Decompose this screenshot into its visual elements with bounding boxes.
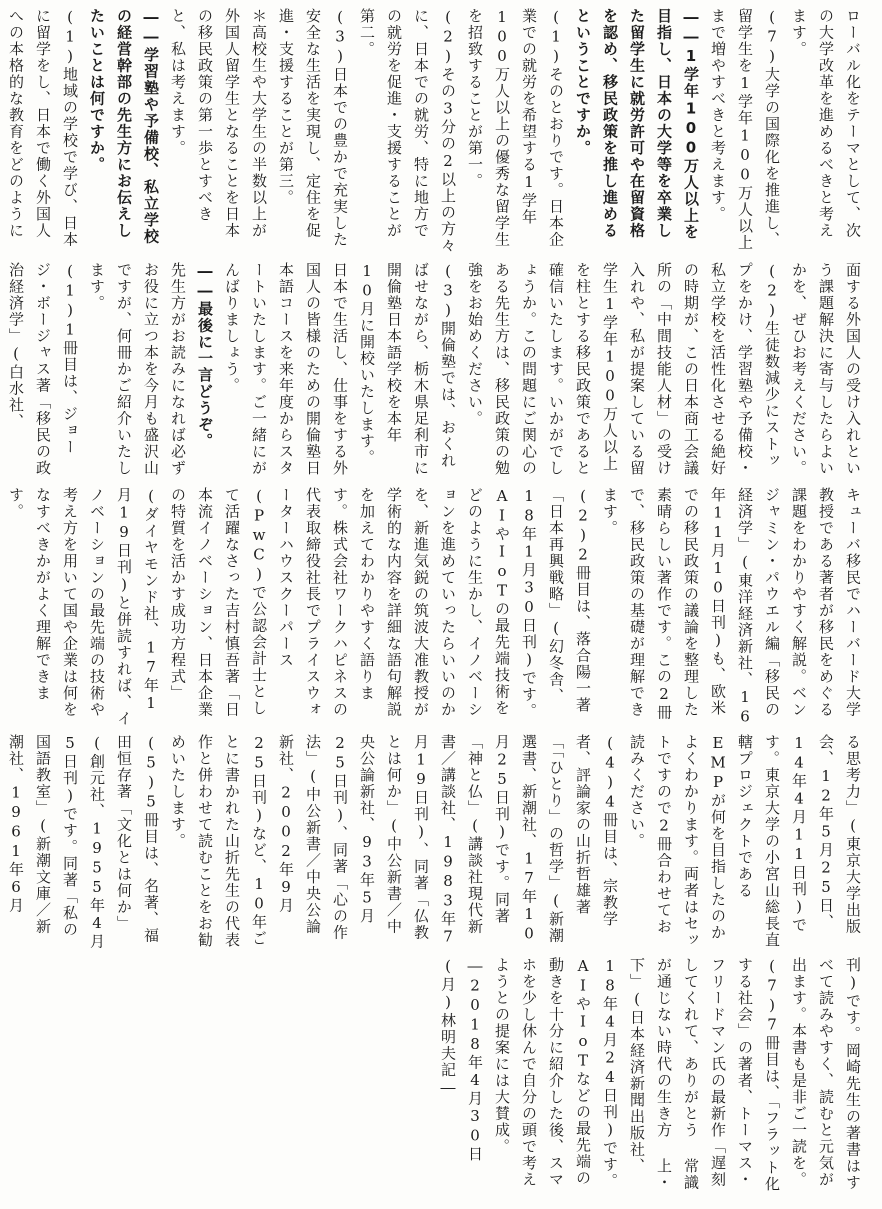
interview-question-heading: ――最後に一言どうぞ。 <box>196 262 214 450</box>
paragraph: (2)生徒数減少にストップをかけ、学習塾や予備校・私立学校を活性化させる絶好の時期が、この日本商工会議所の「中間技能人材」の受け入れや、私が提案している留学生1学年100万人以上を柱とする移民政策であると確信いたします。いかがでしょうか。この問題にご関心のある先生方は、移民政策の勉強をお始めください。 <box>466 262 781 477</box>
text-tier-1 <box>7 8 866 255</box>
vertical-text-block <box>7 734 866 950</box>
paragraph <box>0 487 2 727</box>
vertical-text-block <box>16 957 866 1199</box>
paragraph: (1)そのとおりです。日本企業での就労を希望する1学年100万人以上の優秀な留学生を招致することが第一。 <box>466 8 565 248</box>
vertical-text-block <box>7 487 866 727</box>
paragraph: 先生方がお読みになれば必ずお役に立つ本を今月も盛沢山ですが、何冊かご紹介いたします。 <box>88 262 187 477</box>
paragraph: ＊高校生や大学生の半数以上が外国人留学生となることを日本の移民政策の第一歩とすべきと、私は考えます。 <box>169 8 268 239</box>
paragraph: る思考力」(東京大学出版会、12年5月25日、14年4月11日刊)です。東京大学の小宮山総長直轄プロジェクトであるEMPが何を目指したのかよくわかります。両者はセットですので2冊合わせてお読みください。 <box>628 734 862 949</box>
paragraph: 面する外国人の受け入れという課題解決に寄与したらよいかを、ぜひお考えください。 <box>790 262 862 477</box>
author-signature: ―2018年4月30日(月)林明夫記― <box>439 957 484 1163</box>
paragraph: (5)5冊目は、名著、福田恒存著「文化とは何か」(創元社、1955年4月5日刊)です。同著「私の国語教室」(新潮文庫／新潮社、1961年6月 <box>7 734 160 950</box>
paragraph: ローバル化をテーマとして、次の大学改革を進めるべきと考えます。 <box>790 8 862 239</box>
vertical-text-block <box>7 262 866 480</box>
paragraph: (2)その3分の2以上の方々に、日本での就労、特に地方での就労を促進・支援することが第二。 <box>358 8 457 254</box>
paragraph: キューバ移民でハーバード大学教授である著者が移民をめぐる課題をわかりやすく解説。ベンジャミン・パウエル編「移民の経済学」(東洋経済新社、16年11月10日刊)も、欧米での移民政策の議論を整理した素晴らしい著作です。この2冊で、移民政策の基礎が理解できます。 <box>601 487 862 727</box>
paragraph: (3)日本での豊かで充実した安全な生活を実現し、定住を促進・支援することが第三。 <box>277 8 349 248</box>
paragraph: (7)大学の国際化を推進し、留学生を1学年100万人以上まで増やすべきと考えます。 <box>709 8 781 251</box>
text-tier-3 <box>7 487 866 727</box>
vertical-text-block <box>7 8 866 255</box>
paragraph: (3)開倫塾では、おくればせながら、栃木県足利市に開倫塾日本語学校を本年10月に開校いたします。日本で生活し、仕事をする外国人の皆様のための開倫塾日本語コースを来年度からスタートいたします。ご一緒にがんばりましょう。 <box>223 262 457 477</box>
paragraph: (4)4冊目は、宗教学者、評論家の山折哲雄著「「ひとり」の哲学」(新潮選書、新潮社、17年10月25日刊)です。同著「神と仏」(講談社現代新書／講談社、1983年7月19日刊)、同著「仏教とは何か」(中公新書／中央公論新社、93年5月25日刊)、同著「心の作法」(中公新書／中央公論新社、2002年9月25日刊)など、10年ごとに書かれた山折先生の代表作と併わせて読むことをお勧めいたします。 <box>169 734 619 949</box>
paragraph: (1)1冊目は、ジョージ・ボージャス著「移民の政治経済学」(白水社、 <box>7 262 79 477</box>
text-tier-5 <box>16 957 866 1199</box>
interview-question-heading: ――1学年100万人以上を目指し、日本の大学等を卒業した留学生に就労許可や在留資格を認め、移民政策を推し進めるということですか。 <box>574 8 700 241</box>
paragraph: 刊)です。岡崎先生の著書はすべて読みやすく、読むと元気が出ます。本書も是非ご一読を。 <box>790 957 862 1191</box>
paragraph: (7)7冊目は、「フラット化する社会」の著者、トーマス・フリードマン氏の最新作「遅刻してくれて、ありがとう 常識が通じない時代の生き方 上・下」(日本経済新聞出版社、18年4月24日刊)です。AIやIoTなどの最先端の動きを十分に紹介した後、スマホを少し休んで自分の頭で考えようとの提案には大賛成。 <box>493 957 781 1193</box>
text-tier-4 <box>7 734 866 950</box>
interview-question-heading: ――学習塾や予備校、私立学校の経営幹部の先生方にお伝えしたいことは何ですか。 <box>88 8 160 245</box>
paragraph: (1)地域の学校で学び、日本に留学をし、日本で働く外国人への本格的な教育をどのように <box>7 8 79 248</box>
paragraph: (2)2冊目は、落合陽一著「日本再興戦略」(幻冬舎、18年1月30日刊)です。AIやIoTの最先端技術をどのように生かし、イノベーションを進めていったらいいのかを、新進気鋭の筑波大准教授が学術的な内容を詳細な語句解説を加えてわかりやすく語ります。株式会社ワークハピネスの代表取締役社長でプライスウォーターハウスクーパース(PwC)で公認会計士として活躍なさった吉村慎吾著「日本流イノベーション、日本企業の特質を活かす成功方程式」(ダイヤモンド社、17年1月19日刊)と併読すれば、イノベーションの最先端の技術や考え方を用いて国や企業は何をなすべきかがよく理解できます。 <box>7 487 592 727</box>
text-tier-2 <box>7 262 866 480</box>
